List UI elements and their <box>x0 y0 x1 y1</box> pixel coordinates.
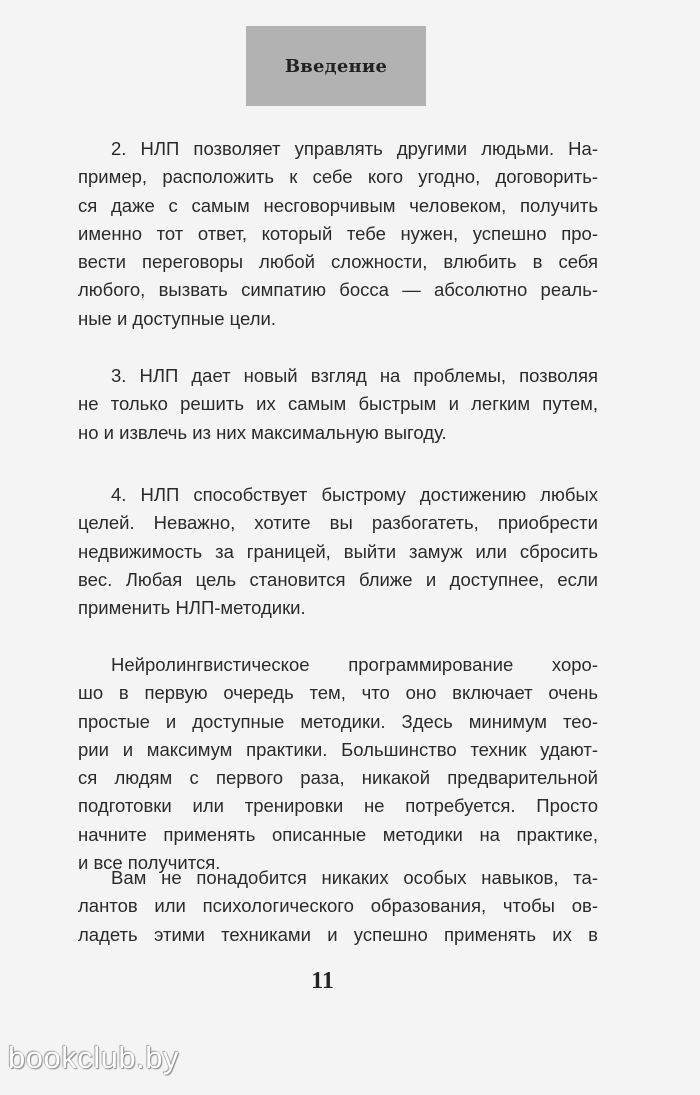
text-line: вес. Любая цель становится ближе и доступнее, если <box>78 568 598 590</box>
paragraph-point-2 <box>78 135 598 333</box>
text-line: не только решить их самым быстрым и легким путем, <box>78 393 598 415</box>
paragraph-point-4 <box>78 481 598 622</box>
text-line: недвижимость за границей, выйти замуж или сбросить <box>78 540 598 562</box>
text-line: рии и максимум практики. Большинство техник удают- <box>78 738 598 760</box>
text-line: лантов или психологического образования, чтобы ов- <box>78 895 598 917</box>
paragraph-point-3 <box>78 362 598 447</box>
text-line: начните применять описанные методики на практике, <box>78 823 598 845</box>
text-line: ся людям с первого раза, никакой предварительной <box>78 767 598 789</box>
text-line: 3. НЛП дает новый взгляд на проблемы, позволяя <box>111 365 598 386</box>
text-line: 4. НЛП способствует быстрому достижению любых <box>111 484 598 505</box>
text-line: пример, расположить к себе кого угодно, договорить- <box>78 166 598 188</box>
text-line: ся даже с самым несговорчивым человеком, получить <box>78 194 598 216</box>
paragraph-nlp-overview <box>78 651 598 877</box>
paragraph-no-skills <box>78 864 598 949</box>
watermark-logo: bookclub.by <box>8 1040 179 1075</box>
text-line: но и извлечь из них максимальную выгоду. <box>78 421 447 443</box>
text-line: ладеть этими техниками и успешно применять их в <box>78 923 598 945</box>
text-line: Вам не понадобится никаких особых навыков, та- <box>111 867 598 888</box>
text-line: Нейролингвистическое программирование хоро- <box>111 654 598 675</box>
chapter-header-box <box>246 26 426 106</box>
text-line: вести переговоры любой сложности, влюбить в себя <box>78 251 598 273</box>
text-line: и все получится. <box>78 852 221 874</box>
text-line: целей. Неважно, хотите вы разбогатеть, приобрести <box>78 512 598 534</box>
text-line: ные и доступные цели. <box>78 307 276 329</box>
text-line: именно тот ответ, который тебе нужен, успешно про- <box>78 222 598 244</box>
text-line: подготовки или тренировки не потребуется. Просто <box>78 795 598 817</box>
text-line: простые и доступные методики. Здесь минимум тео- <box>78 710 598 732</box>
text-line: шо в первую очередь тем, что оно включает очень <box>78 682 598 704</box>
text-line: 2. НЛП позволяет управлять другими людьми. На- <box>111 138 598 159</box>
chapter-title: Введение <box>284 55 388 77</box>
text-line: применить НЛП-методики. <box>78 597 306 619</box>
page-number: 11 <box>311 968 334 994</box>
text-line: любого, вызвать симпатию босса — абсолютно реаль- <box>78 279 598 301</box>
